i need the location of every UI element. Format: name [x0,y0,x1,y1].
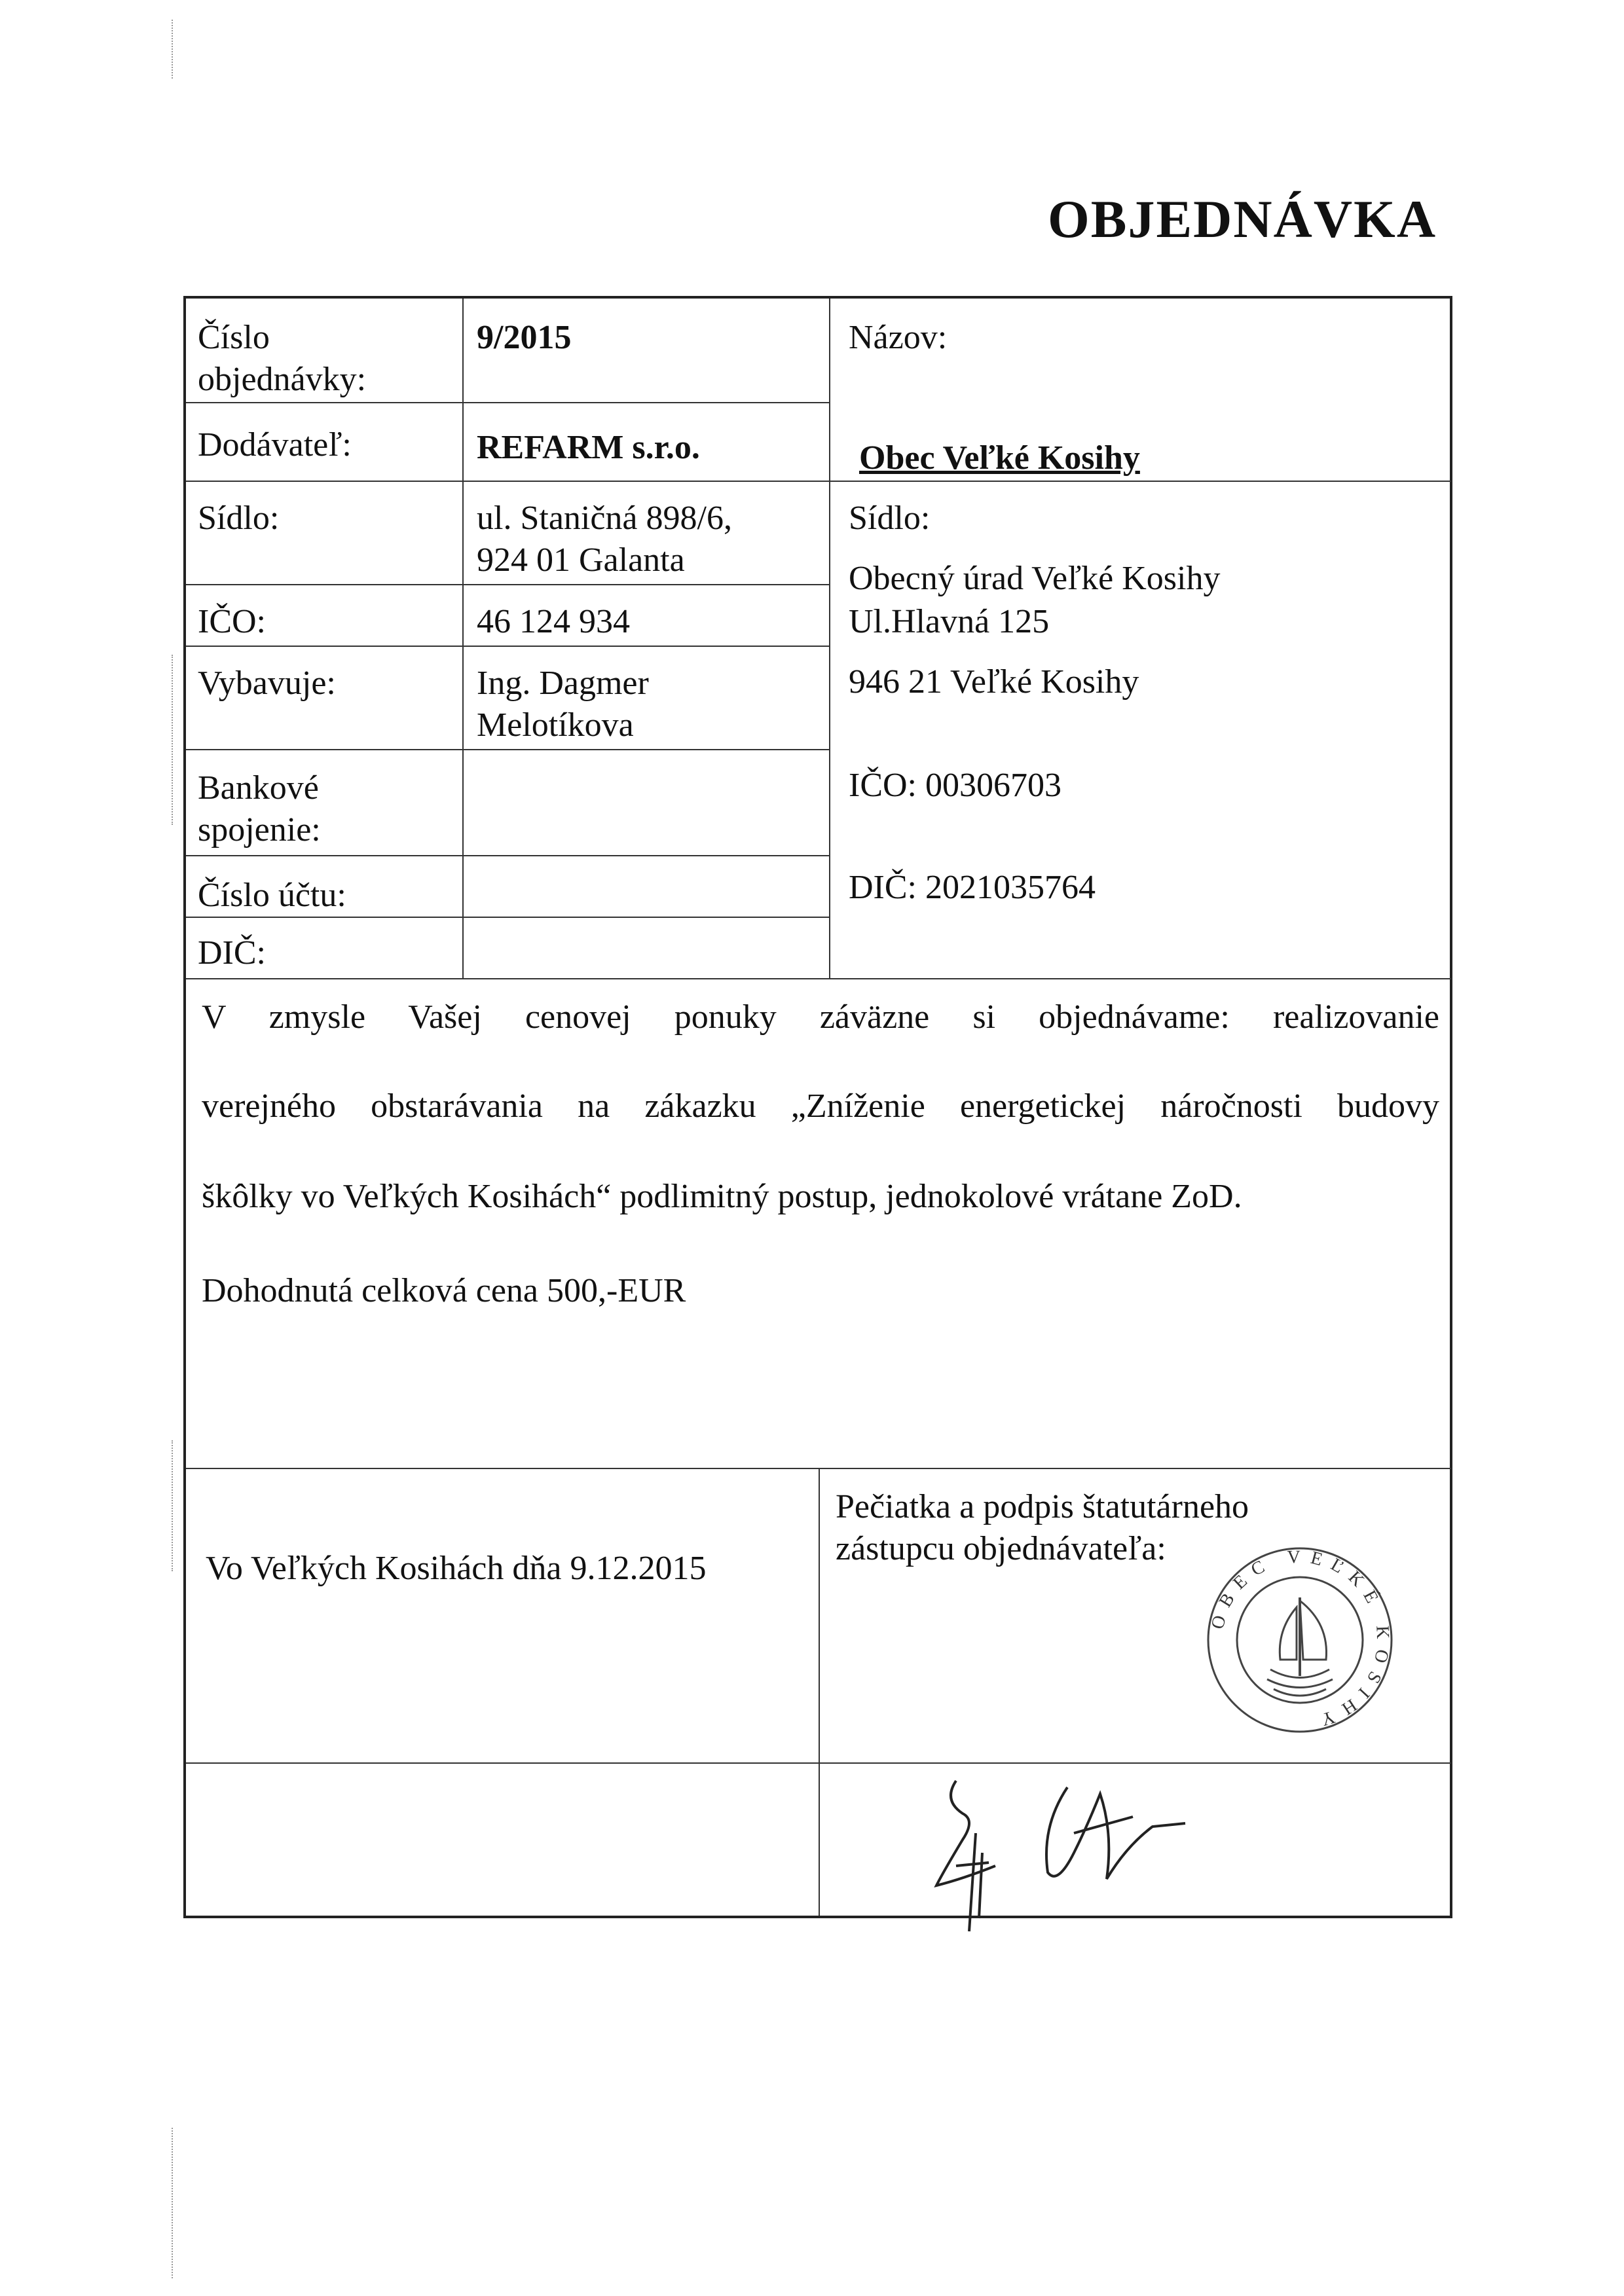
customer-name: Obec Veľké Kosihy [859,439,1140,477]
footer-divider [819,1469,820,1916]
section-divider [186,978,1451,979]
supplier-dic-label: DIČ: [198,934,266,972]
order-text-line-1: V zmysle Vašej cenovej ponuky záväzne si objednávame: realizovanie [202,998,1439,1036]
bank-label: Bankové spojenie: [198,769,321,848]
row-divider [186,749,829,750]
row-divider [186,584,829,585]
stamp-text: OBEC VEĽKÉ KOSIHY [1207,1546,1393,1732]
account-label: Číslo účtu: [198,877,346,914]
supplier-name: REFARM s.r.o. [477,429,700,466]
customer-seat-l2: Ul.Hlavná 125 [849,603,1050,640]
municipal-stamp-seal [1205,1545,1395,1735]
supplier-ico-label: IČO: [198,603,266,640]
scan-artifact-line [172,655,173,825]
customer-ico: IČO: 00306703 [849,767,1061,804]
scan-artifact-line [172,1440,173,1571]
scan-artifact-line [172,2128,173,2278]
order-number-value: 9/2015 [477,319,572,356]
order-text-line-3: škôlky vo Veľkých Kosihách“ podlimitný postup, jednokolové vrátane ZoD. [202,1178,1242,1215]
supplier-seat-label: Sídlo: [198,500,280,537]
order-text-line-2: verejného obstarávania na zákazku „Zníženie energetickej náročnosti budovy [202,1087,1439,1125]
row-divider [186,646,829,647]
section-divider [186,1762,1451,1764]
handwritten-signature [917,1755,1244,1938]
row-divider [186,855,829,856]
supplier-label: Dodávateľ: [198,426,352,464]
customer-seat-l1: Obecný úrad Veľké Kosihy [849,560,1221,597]
column-divider-left [462,299,464,978]
stamp-signature-label: Pečiatka a podpis štatutárneho zástupcu objednávateľa: [836,1488,1249,1567]
handler-value: Ing. Dagmer Melotíkova [477,665,649,744]
supplier-ico-value: 46 124 934 [477,603,630,640]
section-divider [186,1468,1451,1469]
row-divider [186,402,829,403]
supplier-seat-value: ul. Staničná 898/6, 924 01 Galanta [477,500,732,579]
customer-seat-l3: 946 21 Veľké Kosihy [849,663,1139,701]
row-divider [186,481,1451,482]
customer-dic: DIČ: 2021035764 [849,869,1096,906]
place-date: Vo Veľkých Kosihách dňa 9.12.2015 [206,1550,707,1587]
document-title: OBJEDNÁVKA [1048,189,1437,249]
customer-seat-label: Sídlo: [849,500,931,537]
column-divider-middle [829,299,830,978]
row-divider [186,917,829,918]
customer-name-label: Názov: [849,319,948,356]
order-number-label: Číslo objednávky: [198,319,367,398]
agreed-price: Dohodnutá celková cena 500,-EUR [202,1272,686,1309]
handler-label: Vybavuje: [198,665,336,702]
scan-artifact-line [172,20,173,79]
